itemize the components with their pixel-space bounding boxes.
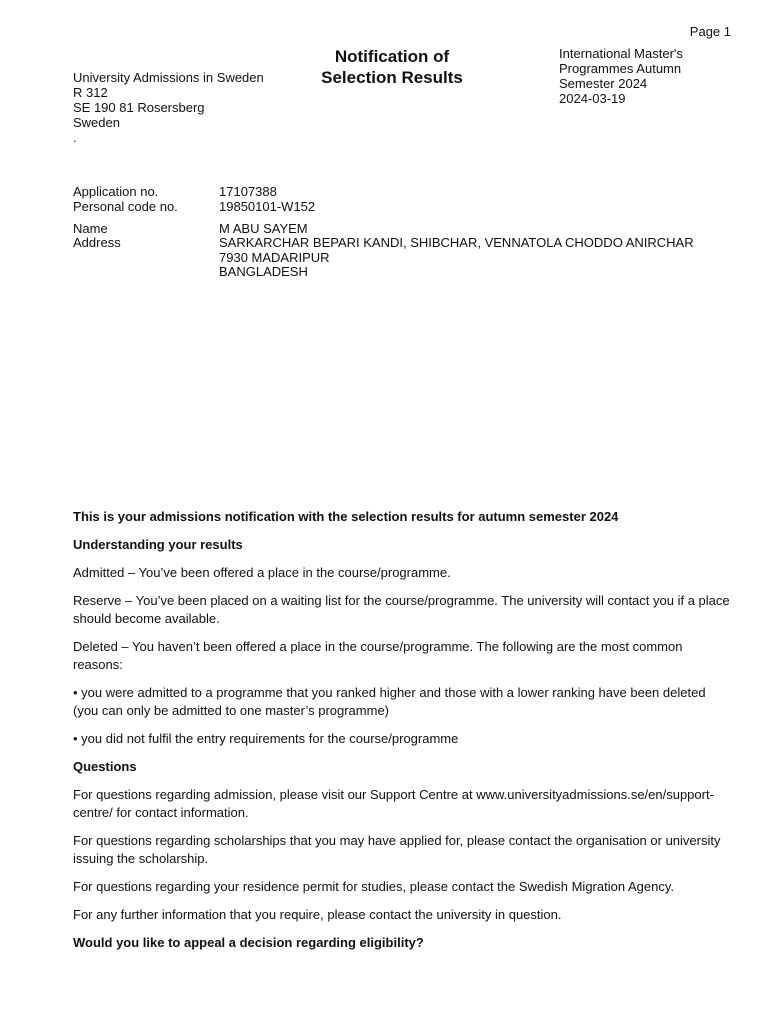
question-further: For any further information that you require, please contact the university in question.: [73, 907, 562, 922]
reason-ranking: • you were admitted to a programme that you ranked higher and those with a lower ranking have been deleted (you can only be admitted to one master’s programme): [73, 685, 706, 718]
application-no-label: Application no.: [73, 184, 159, 199]
reason-requirements: • you did not fulfil the entry requirements for the course/programme: [73, 731, 459, 746]
name-value: M ABU SAYEM: [219, 221, 308, 236]
personal-code-value: 19850101-W152: [219, 199, 316, 214]
sender-address: [73, 70, 264, 145]
semester-line-1: International Master's: [559, 46, 683, 61]
address-label: Address: [73, 235, 121, 250]
sender-line-3: SE 190 81 Rosersberg: [73, 100, 205, 115]
sender-line-5: .: [73, 130, 77, 145]
semester-line-3: Semester 2024: [559, 76, 648, 91]
appeal-heading: Would you like to appeal a decision regarding eligibility?: [73, 935, 424, 950]
admitted-paragraph: Admitted – You’ve been offered a place in the course/programme.: [73, 565, 451, 580]
understanding-heading: Understanding your results: [73, 537, 243, 552]
question-residence: For questions regarding your residence permit for studies, please contact the Swedish Migration Agency.: [73, 879, 674, 894]
address-line-3: BANGLADESH: [219, 264, 308, 279]
address-line-2: 7930 MADARIPUR: [219, 250, 330, 265]
question-scholarships: For questions regarding scholarships that you may have applied for, please contact the organisation or university issuing the scholarship.: [73, 833, 721, 866]
notification-body: [73, 508, 733, 962]
document-title: [292, 46, 492, 88]
notification-date: 2024-03-19: [559, 91, 626, 106]
sender-line-2: R 312: [73, 85, 108, 100]
personal-code-label: Personal code no.: [73, 199, 178, 214]
sender-line-4: Sweden: [73, 115, 120, 130]
deleted-paragraph: Deleted – You haven’t been offered a place in the course/programme. The following are the most common reasons:: [73, 639, 683, 672]
intro-heading: This is your admissions notification with the selection results for autumn semester 2024: [73, 509, 619, 524]
reserve-paragraph: Reserve – You’ve been placed on a waiting list for the course/programme. The university will contact you if a place should become available.: [73, 593, 730, 626]
address-line-1: SARKARCHAR BEPARI KANDI, SHIBCHAR, VENNATOLA CHODDO ANIRCHAR: [219, 235, 694, 250]
application-no-value: 17107388: [219, 184, 277, 199]
questions-heading: Questions: [73, 759, 137, 774]
page-number: Page 1: [689, 24, 731, 39]
sender-line-1: University Admissions in Sweden: [73, 70, 264, 85]
semester-info: [559, 46, 683, 106]
question-admission: For questions regarding admission, please visit our Support Centre at www.universityadmissions.se/en/support-centre/ for contact information.: [73, 787, 714, 820]
title-line-1: Notification of: [334, 47, 450, 66]
title-line-2: Selection Results: [321, 68, 463, 87]
semester-line-2: Programmes Autumn: [559, 61, 682, 76]
name-label: Name: [73, 221, 108, 236]
